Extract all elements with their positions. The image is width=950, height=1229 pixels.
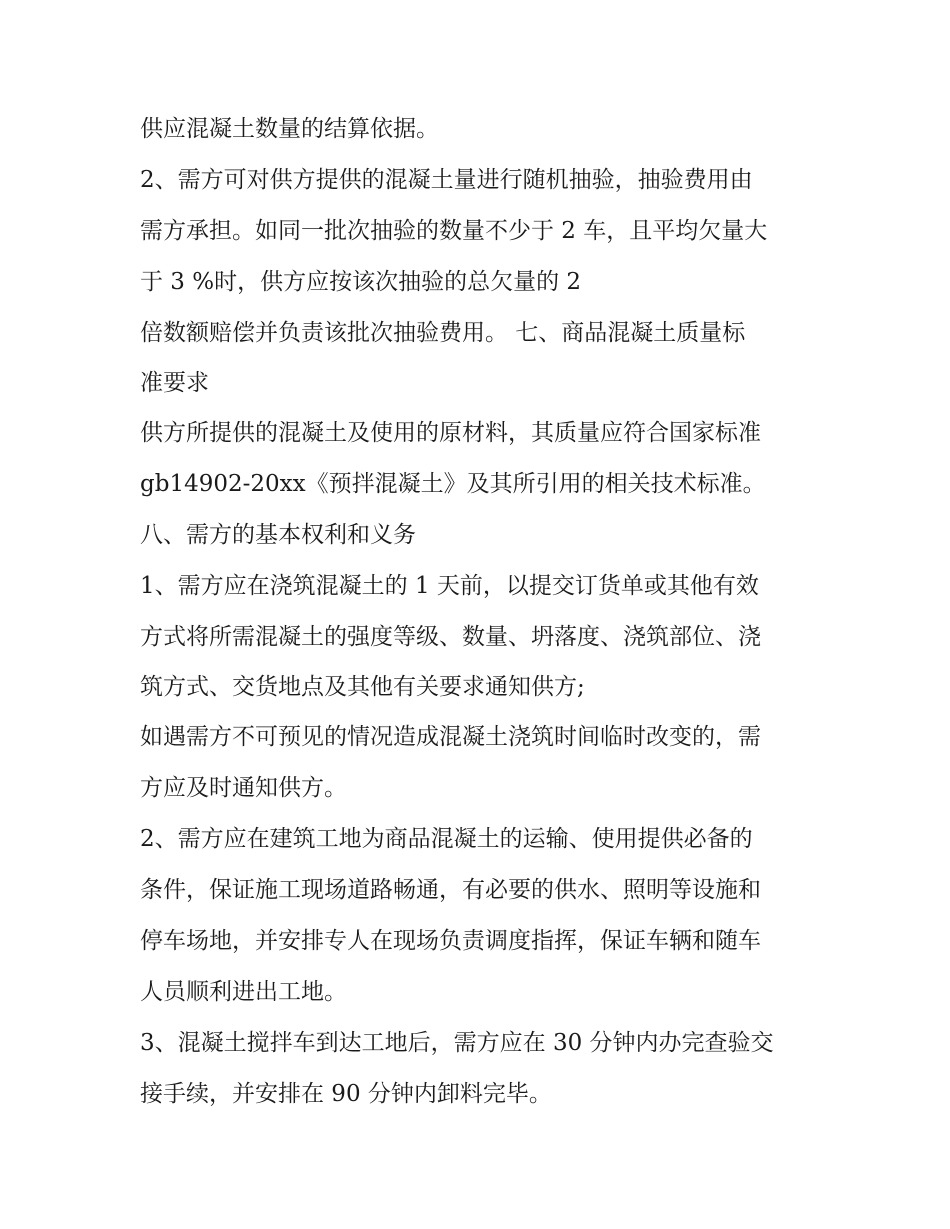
text-line: 如遇需方不可预见的情况造成混凝土浇筑时间临时改变的，需 xyxy=(140,724,761,750)
text-line: 准要求 xyxy=(140,370,209,396)
text-line: 人员顺利进出工地。 xyxy=(140,979,347,1005)
text-line: 接手续，并安排在 90 分钟内卸料完毕。 xyxy=(140,1081,552,1107)
text-line: 方式将所需混凝土的强度等级、数量、坍落度、浇筑部位、浇 xyxy=(140,624,761,650)
text-line: 停车场地，并安排专人在现场负责调度指挥，保证车辆和随车 xyxy=(140,928,761,954)
text-line: 1、需方应在浇筑混凝土的 1 天前，以提交订货单或其他有效 xyxy=(140,573,759,599)
text-line: gb14902-20xx《预拌混凝土》及其所引用的相关技术标准。 xyxy=(140,471,766,497)
text-line: 供应混凝土数量的结算依据。 xyxy=(140,116,439,142)
text-line: 倍数额赔偿并负责该批次抽验费用。 七、商品混凝土质量标 xyxy=(140,320,746,346)
document-body xyxy=(140,104,820,1120)
text-line: 2、需方可对供方提供的混凝土量进行随机抽验，抽验费用由 xyxy=(140,167,753,193)
text-line: 供方所提供的混凝土及使用的原材料，其质量应符合国家标准 xyxy=(140,420,761,446)
text-line: 方应及时通知供方。 xyxy=(140,775,347,801)
text-line: 2、需方应在建筑工地为商品混凝土的运输、使用提供必备的 xyxy=(140,826,753,852)
text-line: 需方承担。如同一批次抽验的数量不少于 2 车，且平均欠量大 xyxy=(140,218,768,244)
text-line: 筑方式、交货地点及其他有关要求通知供方; xyxy=(140,674,585,700)
text-line: 条件，保证施工现场道路畅通，有必要的供水、照明等设施和 xyxy=(140,877,761,903)
text-line: 3、混凝土搅拌车到达工地后，需方应在 30 分钟内办完查验交 xyxy=(140,1030,774,1056)
text-line: 于 3 %时，供方应按该次抽验的总欠量的 2 xyxy=(140,269,582,295)
section-heading: 八、需方的基本权利和义务 xyxy=(140,522,416,548)
